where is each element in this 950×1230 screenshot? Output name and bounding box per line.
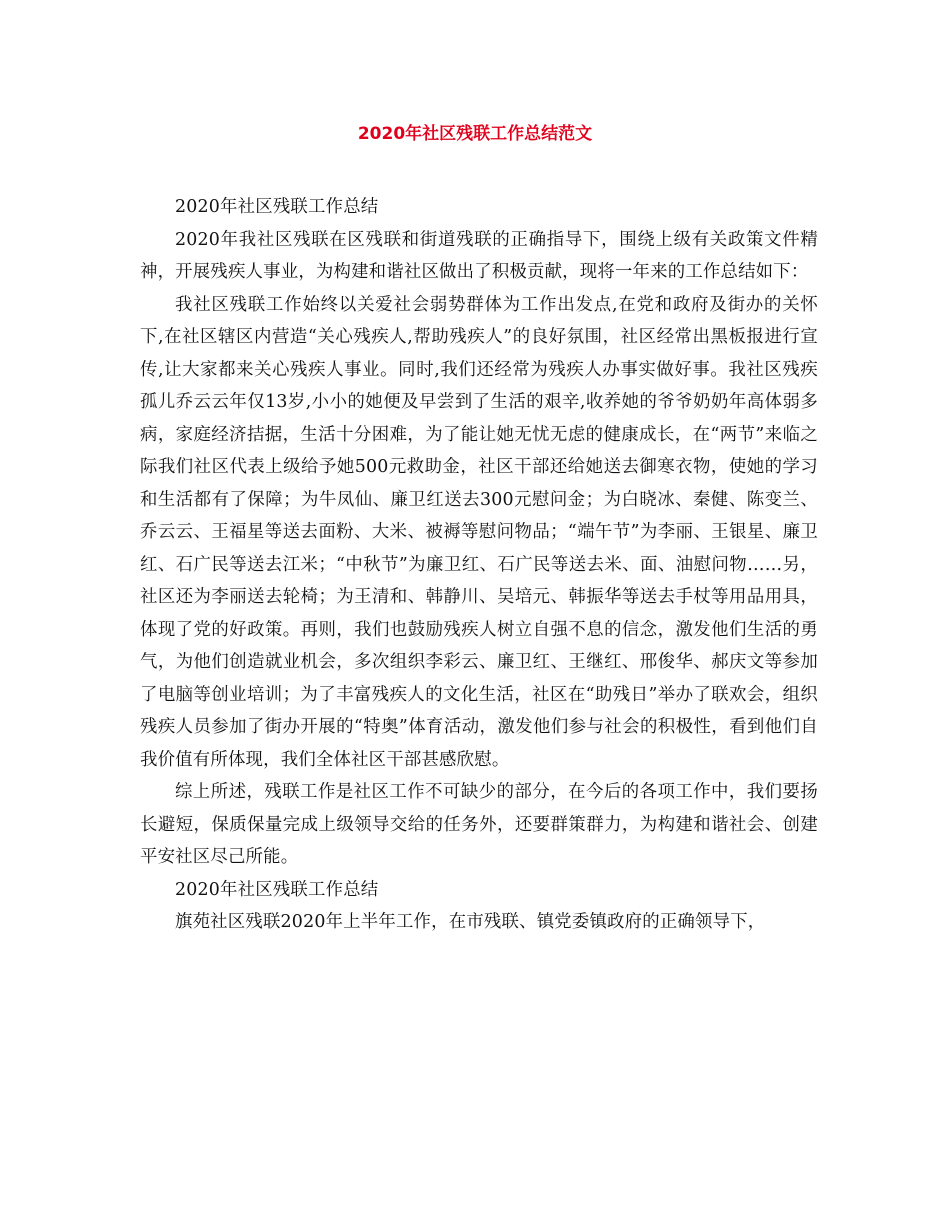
page-title: 2020年社区残联工作总结范文 bbox=[357, 124, 593, 144]
section-heading: 2020年社区残联工作总结 bbox=[175, 197, 379, 217]
paragraph-second-report: 旗苑社区残联2020年上半年工作，在市残联、镇党委镇政府的正确领导下， bbox=[175, 912, 766, 932]
section-heading: 2020年社区残联工作总结 bbox=[175, 879, 379, 900]
paragraph-conclusion: 综上所述，残联工作是社区工作不可缺少的部分，在今后的各项工作中，我们要扬长避短，保质保量完成上级领导交给的任务外，还要群策群力，为构建和谐社会、创建平安社区尽己所能。 bbox=[140, 782, 818, 867]
paragraph-intro: 2020年我社区残联在区残联和街道残联的正确指导下，围绕上级有关政策文件精神，开展残疾人事业，为构建和谐社区做出了积极贡献，现将一年来的工作总结如下： bbox=[140, 229, 818, 282]
paragraph-work-details: 我社区残联工作始终以关爱社会弱势群体为工作出发点,在党和政府及街办的关怀下,在社区辖区内营造“关心残疾人,帮助残疾人”的良好氛围，社区经常出黑板报进行宣传,让大家都来关心残疾人事业。同时,我们还经常为残疾人办事实做好事。我社区残疾孤儿乔云云年仅13岁,小小的她便及早尝到了生活的艰辛,收养她的爷爷奶奶年高体弱多病，家庭经济拮据，生活十分困难，为了能让她无忧无虑的健康成长，在“两节”来临之际我们社区代表上级给予她500元救助金，社区干部还给她送去御寒衣物，使她的学习和生活都有了保障；为牛凤仙、廉卫红送去300元慰问金；为白晓冰、秦健、陈变兰、乔云云、王福星等送去面粉、大米、被褥等慰问物品；“端午节”为李丽、王银星、廉卫红、石广民等送去江米；“中秋节”为廉卫红、石广民等送去米、面、油慰问物……另，社区还为李丽送去轮椅；为王清和、韩静川、吴培元、韩振华等送去手杖等用品用具，体现了党的好政策。再则，我们也鼓励残疾人树立自强不息的信念，激发他们生活的勇气，为他们创造就业机会，多次组织李彩云、廉卫红、王继红、邢俊华、郝庆文等参加了电脑等创业培训；为了丰富残疾人的文化生活，社区在“助残日”举办了联欢会，组织残疾人员参加了街办开展的“特奥”体育活动，激发他们参与社会的积极性，看到他们自我价值有所体现，我们全体社区干部甚感欣慰。 bbox=[140, 294, 818, 770]
document-body bbox=[140, 191, 818, 939]
